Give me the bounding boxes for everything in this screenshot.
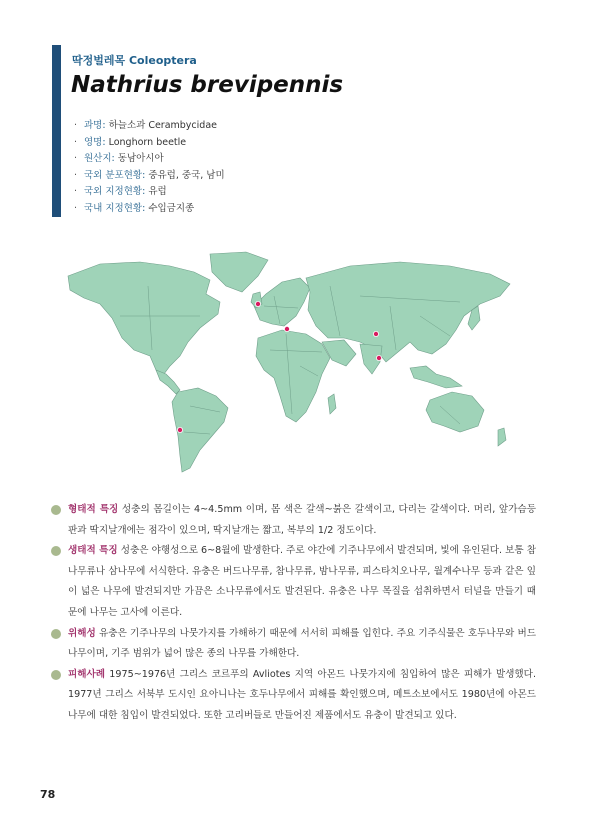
info-item-foreign-distribution — [74, 168, 225, 185]
info-item-family — [74, 118, 225, 135]
marker-central-europe — [255, 301, 260, 306]
bullet: · — [74, 120, 78, 131]
info-value: Longhorn beetle — [108, 136, 187, 148]
madagascar — [328, 394, 336, 414]
new-zealand — [498, 428, 506, 446]
paragraph-damage-cases — [50, 665, 536, 727]
bullet-dot — [51, 546, 61, 556]
paragraph-ecology — [50, 541, 536, 623]
info-key: 원산지: — [84, 153, 115, 165]
paragraph-heading: 형태적 특징 — [68, 504, 119, 515]
paragraph-heading: 피해사례 — [68, 668, 106, 680]
order-latin: Coleoptera — [128, 54, 197, 67]
world-map-svg — [60, 246, 530, 476]
bullet-dot — [51, 670, 61, 680]
info-key: 국외 분포현황: — [84, 169, 146, 181]
page-number: 78 — [40, 788, 56, 801]
australia — [426, 392, 484, 432]
marker-greece — [284, 326, 289, 331]
info-item-english-name — [74, 135, 225, 152]
info-key: 국외 지정현황: — [84, 186, 146, 198]
marker-south-america — [177, 427, 182, 432]
bullet: · — [74, 169, 78, 181]
info-key: 과명: — [84, 120, 106, 131]
central-america — [156, 370, 180, 394]
europe — [254, 278, 310, 326]
info-value: 수입금지종 — [148, 202, 195, 214]
marker-china — [373, 331, 378, 336]
paragraph-text: 유충은 기주나무의 나뭇가지를 가해하기 때문에 서서히 피해를 입힌다. 주요 기주식물은 호두나무와 버드나무이며, 기주 범위가 넓어 많은 종의 나무를 가해한다. — [68, 627, 536, 660]
info-value: 하늘소과 Cerambycidae — [108, 120, 217, 131]
info-value: 중유럽, 중국, 남미 — [148, 169, 225, 181]
info-value: 유럽 — [148, 186, 167, 198]
southeast-asia-islands — [410, 366, 462, 388]
bullet: · — [74, 153, 78, 165]
north-america — [68, 262, 220, 374]
paragraph-text: 성충은 야행성으로 6~8월에 발생한다. 주로 야간에 기주나무에서 발견되며, 빛에 유인된다. 보통 참나무류나 삼나무에 서식한다. 유충은 버드나무류, 참나무류, 밤나무류, 피스타치오나무, 월계수나무 등과 같은 잎이 넓은 나무에 발견되지만 가끔은 소나무류에서도 발견된다. 유충은 나무 목질을 섭취하면서 터널을 만들기 때문에 나무는 고사에 이른다. — [68, 545, 536, 618]
info-item-foreign-designation — [74, 184, 225, 201]
bullet-dot — [51, 629, 61, 639]
accent-bar — [52, 45, 61, 217]
info-key: 영명: — [84, 136, 106, 148]
species-title: Nathrius brevipennis — [71, 72, 344, 98]
paragraph-risk — [50, 624, 536, 665]
order-label — [72, 52, 197, 68]
marker-southeast-asia — [376, 355, 381, 360]
info-key: 국내 지정현황: — [84, 202, 146, 214]
info-list — [74, 118, 225, 218]
order-korean: 딱정벌레목 — [72, 54, 126, 67]
greenland — [210, 252, 268, 292]
description-paragraphs — [50, 500, 536, 727]
bullet: · — [74, 202, 78, 214]
paragraph-text: 1975~1976년 그리스 코르푸의 Avliotes 지역 아몬드 나뭇가지에 침입하여 많은 피해가 발생했다. 1977년 그리스 서북부 도시인 요아니나는 호두나무에서 피해를 확인했으며, 메트소보에서도 1980년에 아몬드나무에 대한 침입이 발견되었다. 또한 고리버들로 만들어진 제품에서도 유충이 발견되고 있다. — [68, 668, 536, 721]
world-distribution-map — [60, 246, 530, 476]
info-value: 동남아시아 — [117, 153, 164, 165]
info-item-domestic-designation — [74, 201, 225, 218]
bullet-dot — [51, 505, 61, 515]
paragraph-text: 성충의 몸길이는 4~4.5mm 이며, 몸 색은 갈색~붉은 갈색이고, 다리는 갈색이다. 머리, 앞가슴등판과 딱지날개에는 점각이 있으며, 딱지날개는 짧고, 복부의 1/2 정도이다. — [68, 504, 536, 536]
paragraph-morphology — [50, 500, 536, 541]
paragraph-heading: 생태적 특징 — [68, 545, 118, 557]
paragraph-heading: 위해성 — [68, 627, 96, 639]
bullet: · — [74, 136, 78, 148]
land-masses — [68, 252, 510, 472]
africa — [256, 330, 330, 422]
info-item-origin — [74, 151, 225, 168]
bullet: · — [74, 186, 78, 198]
